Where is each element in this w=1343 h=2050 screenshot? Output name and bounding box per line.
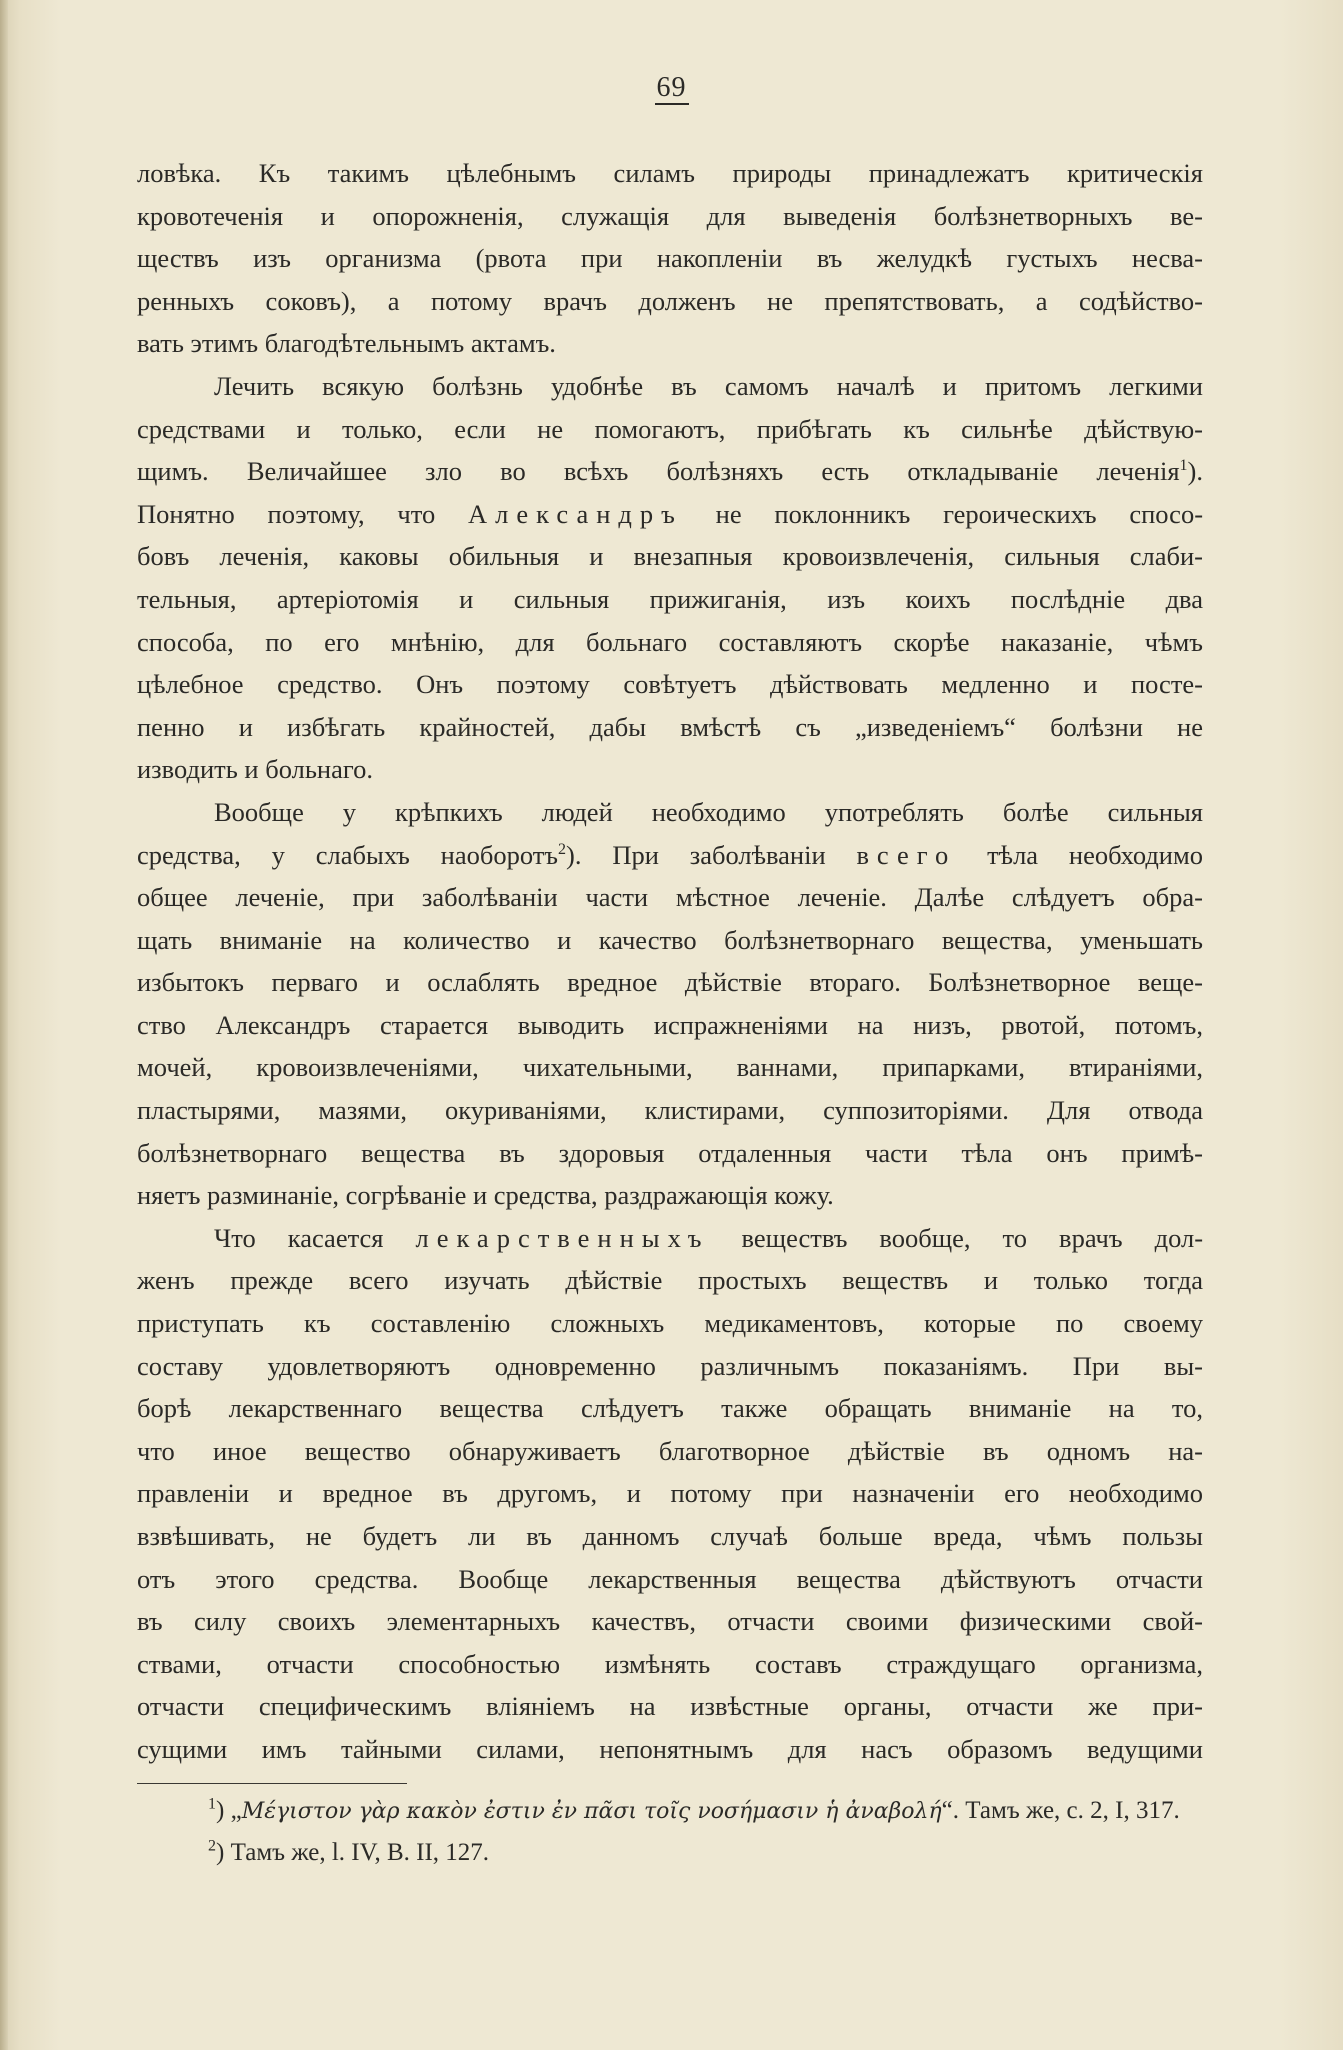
footnote-marker: 1 xyxy=(1179,457,1188,475)
text-line: отъ этого средства. Вообще лекарственныя вещества дѣйствуютъ отчасти xyxy=(137,1563,1203,1594)
page-number: 69 xyxy=(656,72,687,103)
text-line: способа, по его мнѣнію, для больнаго составляютъ скорѣе наказаніе, чѣмъ xyxy=(137,626,1203,657)
footnote-number: 2 xyxy=(208,1837,216,1855)
text-line: отчасти специфическимъ вліяніемъ на извѣстные органы, отчасти же при- xyxy=(137,1691,1203,1722)
text-line: Вообще у крѣпкихъ людей необходимо употреблять болѣе сильныя xyxy=(214,796,1203,827)
text-line xyxy=(137,1217,1203,1260)
text-line xyxy=(137,493,1203,536)
footnote-divider xyxy=(137,1783,407,1784)
text-line: въ силу своихъ элементарныхъ качествъ, отчасти своими физическими свой- xyxy=(137,1606,1203,1637)
text-run: щимъ. Величайшее зло во всѣхъ болѣзняхъ есть откладываніе леченія xyxy=(137,456,1180,487)
footnote-quote-open: „ xyxy=(230,1797,242,1824)
footnote-reference: “. Тамъ же, с. 2, I, 317. xyxy=(941,1797,1180,1824)
text-line: ство Александръ старается выводить испражненіями на низъ, рвотой, потомъ, xyxy=(137,1009,1203,1040)
text-line: избытокъ перваго и ослаблять вредное дѣйствіе втораго. Болѣзнетворное веще- xyxy=(137,967,1203,998)
footnote-marker: 2 xyxy=(558,840,567,858)
footnote-1: $^1$) „Μέγιστον γὰρ κακὸν ἐστιν ἐν πᾶσι τοῖς νοσήμασιν ἡ ἀναβολή“. Тамъ же, с. 2, I, 317. xyxy=(208,1795,1180,1824)
text-line: Лечить всякую болѣзнь удобнѣе въ самомъ началѣ и притомъ легкими xyxy=(214,370,1203,401)
text-line: пластырями, мазями, окуриваніями, клистирами, суппозиторіями. Для отвода xyxy=(137,1095,1203,1126)
spaced-word: лекарственныхъ xyxy=(415,1222,710,1253)
text-line: ществъ изъ организма (рвота при накопленіи въ желудкѣ густыхъ несва- xyxy=(137,243,1203,274)
text-line: бовъ леченія, каковы обильныя и внезапныя кровоизвлеченія, сильныя слаби- xyxy=(137,541,1203,572)
text-line: составу удовлетворяютъ одновременно различнымъ показаніямъ. При вы- xyxy=(137,1350,1203,1381)
body-text xyxy=(137,152,1203,1771)
text-run: ). xyxy=(1187,456,1203,487)
text-line: кровотеченія и опорожненія, служащія для выведенія болѣзнетворныхъ ве- xyxy=(137,200,1203,231)
text-line: ловѣка. Къ такимъ цѣлебнымъ силамъ природы принадлежатъ критическія xyxy=(137,158,1203,188)
footnotes xyxy=(208,1790,1203,1874)
text-run: тѣла необходимо xyxy=(987,839,1204,870)
text-line: женъ прежде всего изучать дѣйствіе простыхъ веществъ и только тогда xyxy=(137,1265,1203,1296)
footnote-reference: Тамъ же, l. IV, B. II, 127. xyxy=(230,1839,490,1866)
text-line: ствами, отчасти способностью измѣнять составъ страждущаго организма, xyxy=(137,1648,1203,1679)
text-line: щать вниманіе на количество и качество болѣзнетворнаго вещества, уменьшать xyxy=(137,924,1203,955)
text-line: борѣ лекарственнаго вещества слѣдуетъ также обращать вниманіе на то, xyxy=(137,1393,1203,1424)
page-edge-shadow xyxy=(0,0,8,2050)
text-line: мочей, кровоизвлеченіями, чихательными, ваннами, припарками, втираніями, xyxy=(137,1052,1203,1083)
text-line: цѣлебное средство. Онъ поэтому совѣтуетъ дѣйствовать медленно и посте- xyxy=(137,669,1203,700)
text-line: что иное вещество обнаруживаетъ благотворное дѣйствіе въ одномъ на- xyxy=(137,1435,1203,1466)
text-line: пенно и избѣгать крайностей, дабы вмѣстѣ съ „изведеніемъ“ болѣзни не xyxy=(137,711,1203,742)
footnote-number: 1 xyxy=(208,1795,216,1813)
text-line xyxy=(137,450,1203,493)
text-line: тельныя, артеріотомія и сильныя прижиганія, изъ коихъ послѣдніе два xyxy=(137,583,1203,614)
text-run: средства, у слабыхъ наоборотъ xyxy=(137,839,559,870)
text-line: сущими имъ тайными силами, непонятнымъ для насъ образомъ ведущими xyxy=(137,1733,1203,1764)
text-line: болѣзнетворнаго вещества въ здоровыя отдаленныя части тѣла онъ примѣ- xyxy=(137,1137,1203,1168)
text-line: приступать къ составленію сложныхъ медикаментовъ, которые по своему xyxy=(137,1308,1203,1339)
text-line: общее леченіе, при заболѣваніи части мѣстное леченіе. Далѣе слѣдуетъ обра- xyxy=(137,882,1203,913)
text-run: не поклонникъ героическихъ спосо- xyxy=(715,498,1204,529)
text-line: вать этимъ благодѣтельнымъ актамъ. xyxy=(137,328,556,359)
spaced-name: Александръ xyxy=(468,498,683,529)
text-line: правленіи и вредное въ другомъ, и потому при назначеніи его необходимо xyxy=(137,1478,1203,1509)
text-line: няетъ разминаніе, согрѣваніе и средства, раздражающія кожу. xyxy=(137,1180,834,1211)
text-line: изводить и больнаго. xyxy=(137,754,373,785)
text-run: Что касается xyxy=(214,1222,384,1253)
greek-quotation: Μέγιστον γὰρ κακὸν ἐστιν ἐν πᾶσι τοῖς νοσήμασιν ἡ ἀναβολή xyxy=(241,1799,942,1824)
text-line: средствами и только, если не помогаютъ, прибѣгать къ сильнѣе дѣйствую- xyxy=(137,413,1203,444)
text-line: взвѣшивать, не будетъ ли въ данномъ случаѣ больше вреда, чѣмъ пользы xyxy=(137,1521,1203,1551)
text-line xyxy=(137,834,1203,877)
text-run: Понятно поэтому, что xyxy=(137,498,436,529)
text-line: ренныхъ соковъ), а потому врачъ долженъ не препятствовать, а содѣйство- xyxy=(137,285,1203,316)
text-run: веществъ вообще, то врачъ дол- xyxy=(741,1222,1204,1253)
footnote-2: $^2$) Тамъ же, l. IV, B. II, 127. xyxy=(208,1837,490,1866)
spaced-word: всего xyxy=(856,839,957,870)
text-run: ). При заболѣваніи xyxy=(566,839,826,870)
